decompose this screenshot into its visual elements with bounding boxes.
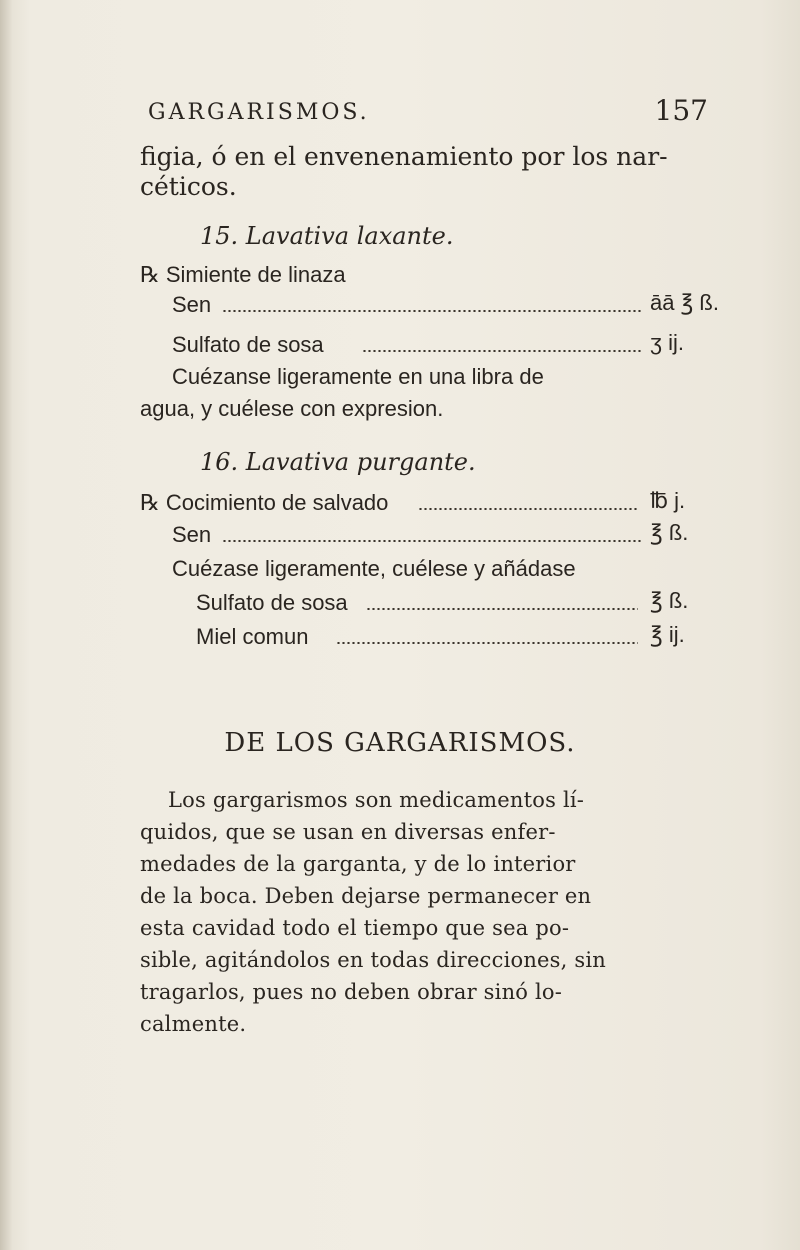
recipe-16-item-name: Sulfato de sosa: [196, 590, 348, 615]
page-spine-shadow: [0, 0, 12, 1250]
recipe-15-item-qty: ʒ ij.: [650, 330, 684, 355]
section-title: DE LOS GARGARISMOS.: [224, 728, 576, 758]
paragraph-line: medades de la garganta, y de lo interior: [140, 852, 576, 876]
recipe-16-instructions: Cuézase ligeramente, cuélese y añádase: [172, 556, 576, 581]
paragraph-line: de la boca. Deben dejarse permanecer en: [140, 884, 592, 908]
running-header: [148, 94, 708, 136]
recipe-15-item-qty: āā ℥ ß.: [650, 290, 719, 315]
dot-leader: [418, 508, 638, 510]
recipe-16-item-name: ℞ Cocimiento de salvado: [140, 490, 389, 515]
recipe-16-title: 16. Lavativa purgante.: [200, 448, 476, 476]
recipe-15-item-name: Sen: [172, 292, 212, 317]
running-title: GARGARISMOS.: [148, 100, 370, 125]
recipe-15-heading: [200, 222, 454, 250]
recipe-16-item-qty: ℔ j.: [650, 488, 686, 513]
dot-leader: [362, 350, 642, 352]
recipe-16-item-name: Sen: [172, 522, 212, 547]
recipe-15-title: 15. Lavativa laxante.: [200, 222, 454, 250]
recipe-16-item-qty: ℥ ij.: [650, 622, 685, 647]
paragraph-line: sible, agitándolos en todas direcciones, sin: [140, 948, 607, 972]
intro-line-1: figia, ó en el envenenamiento por los nar-: [140, 142, 668, 171]
dot-leader: [336, 642, 638, 644]
paragraph-line: Los gargarismos son medicamentos lí-: [168, 788, 585, 812]
paragraph-line: quidos, que se usan en diversas enfer-: [140, 820, 556, 844]
dot-leader: [222, 310, 642, 312]
recipe-15-instructions: agua, y cuélese con expresion.: [140, 396, 444, 421]
dot-leader: [222, 540, 642, 542]
page-number: 157: [654, 94, 708, 127]
recipe-16-item-qty: ℥ ß.: [650, 588, 689, 613]
recipe-16-item-name: Miel comun: [196, 624, 309, 649]
paragraph-line: esta cavidad todo el tiempo que sea po-: [140, 916, 570, 940]
recipe-15-item-name: Sulfato de sosa: [172, 332, 324, 357]
paragraph-line: tragarlos, pues no deben obrar sinó lo-: [140, 980, 563, 1004]
dot-leader: [366, 608, 638, 610]
recipe-15-rx-line: ℞ Simiente de linaza: [140, 262, 346, 287]
paragraph-line: calmente.: [140, 1012, 247, 1036]
recipe-16-item-qty: ℥ ß.: [650, 520, 689, 545]
recipe-15-instructions: Cuézanse ligeramente en una libra de: [172, 364, 544, 389]
intro-line-2: céticos.: [140, 172, 237, 201]
recipe-16-heading: [200, 448, 476, 476]
